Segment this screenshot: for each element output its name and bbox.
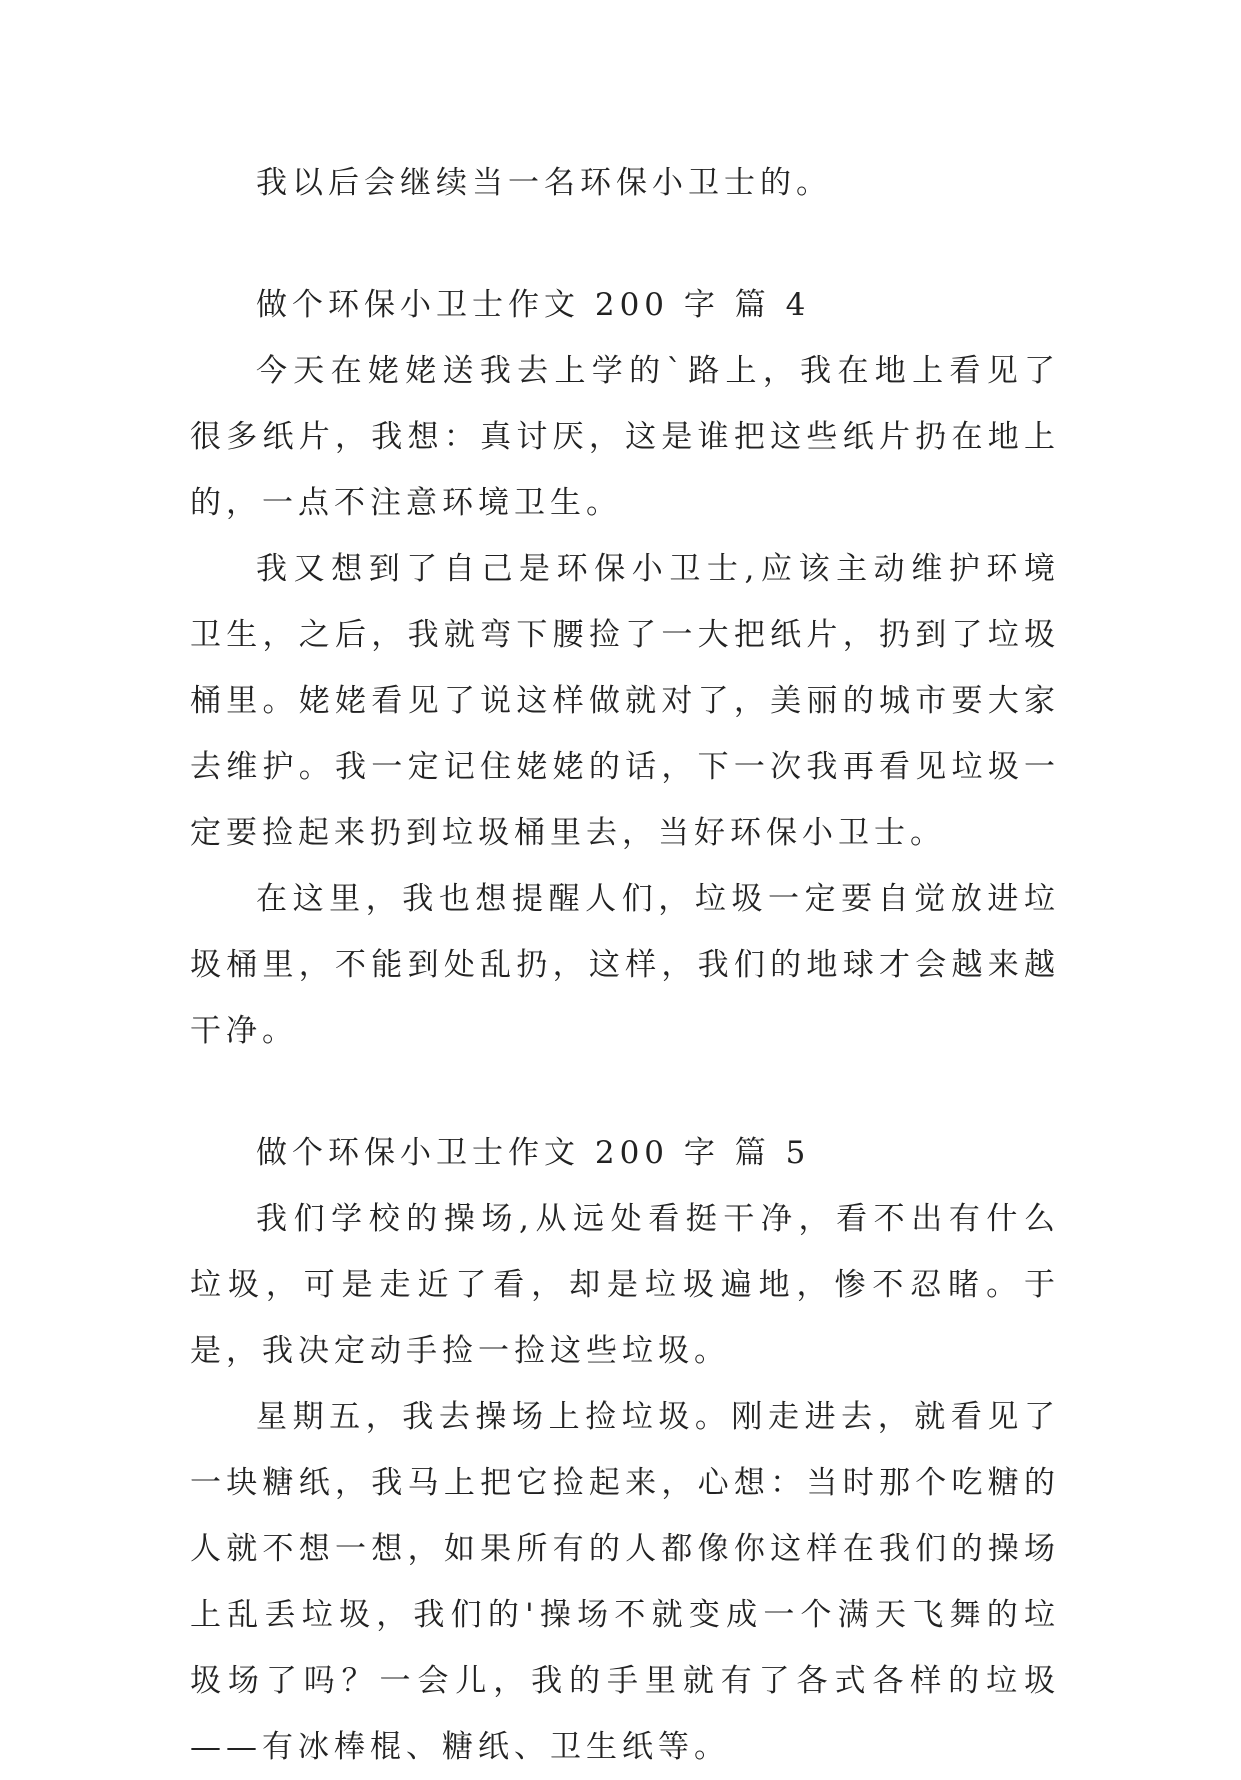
paragraph: 在这里，我也想提醒人们，垃圾一定要自觉放进垃圾桶里，不能到处乱扔，这样，我们的地球才会越来越干净。 (190, 881, 1060, 1049)
section-heading-5: 做个环保小卫士作文 200 字 篇 5 (256, 1135, 811, 1171)
section-heading-4: 做个环保小卫士作文 200 字 篇 4 (256, 287, 811, 323)
paragraph: 我以后会继续当一名环保小卫士的。 (256, 165, 832, 201)
paragraph: 我们学校的操场,从远处看挺干净，看不出有什么垃圾，可是走近了看，却是垃圾遍地，惨不忍睹。于是，我决定动手捡一捡这些垃圾。 (190, 1201, 1060, 1369)
paragraph: 星期五，我去操场上捡垃圾。刚走进去，就看见了一块糖纸，我马上把它捡起来，心想：当时那个吃糖的人就不想一想，如果所有的人都像你这样在我们的操场上乱丢垃圾，我们的'操场不就变成一个满天飞舞的垃圾场了吗？一会儿，我的手里就有了各式各样的垃圾——有冰棒棍、糖纸、卫生纸等。 (190, 1399, 1060, 1765)
section-gap (190, 216, 1060, 272)
paragraph: 今天在姥姥送我去上学的`路上，我在地上看见了很多纸片，我想：真讨厌，这是谁把这些纸片扔在地上的，一点不注意环境卫生。 (190, 353, 1060, 521)
document-body (190, 150, 1060, 1780)
paragraph: 我又想到了自己是环保小卫士,应该主动维护环境卫生，之后，我就弯下腰捡了一大把纸片，扔到了垃圾桶里。姥姥看见了说这样做就对了，美丽的城市要大家去维护。我一定记住姥姥的话，下一次我再看见垃圾一定要捡起来扔到垃圾桶里去，当好环保小卫士。 (190, 551, 1060, 851)
section-gap (190, 1064, 1060, 1120)
